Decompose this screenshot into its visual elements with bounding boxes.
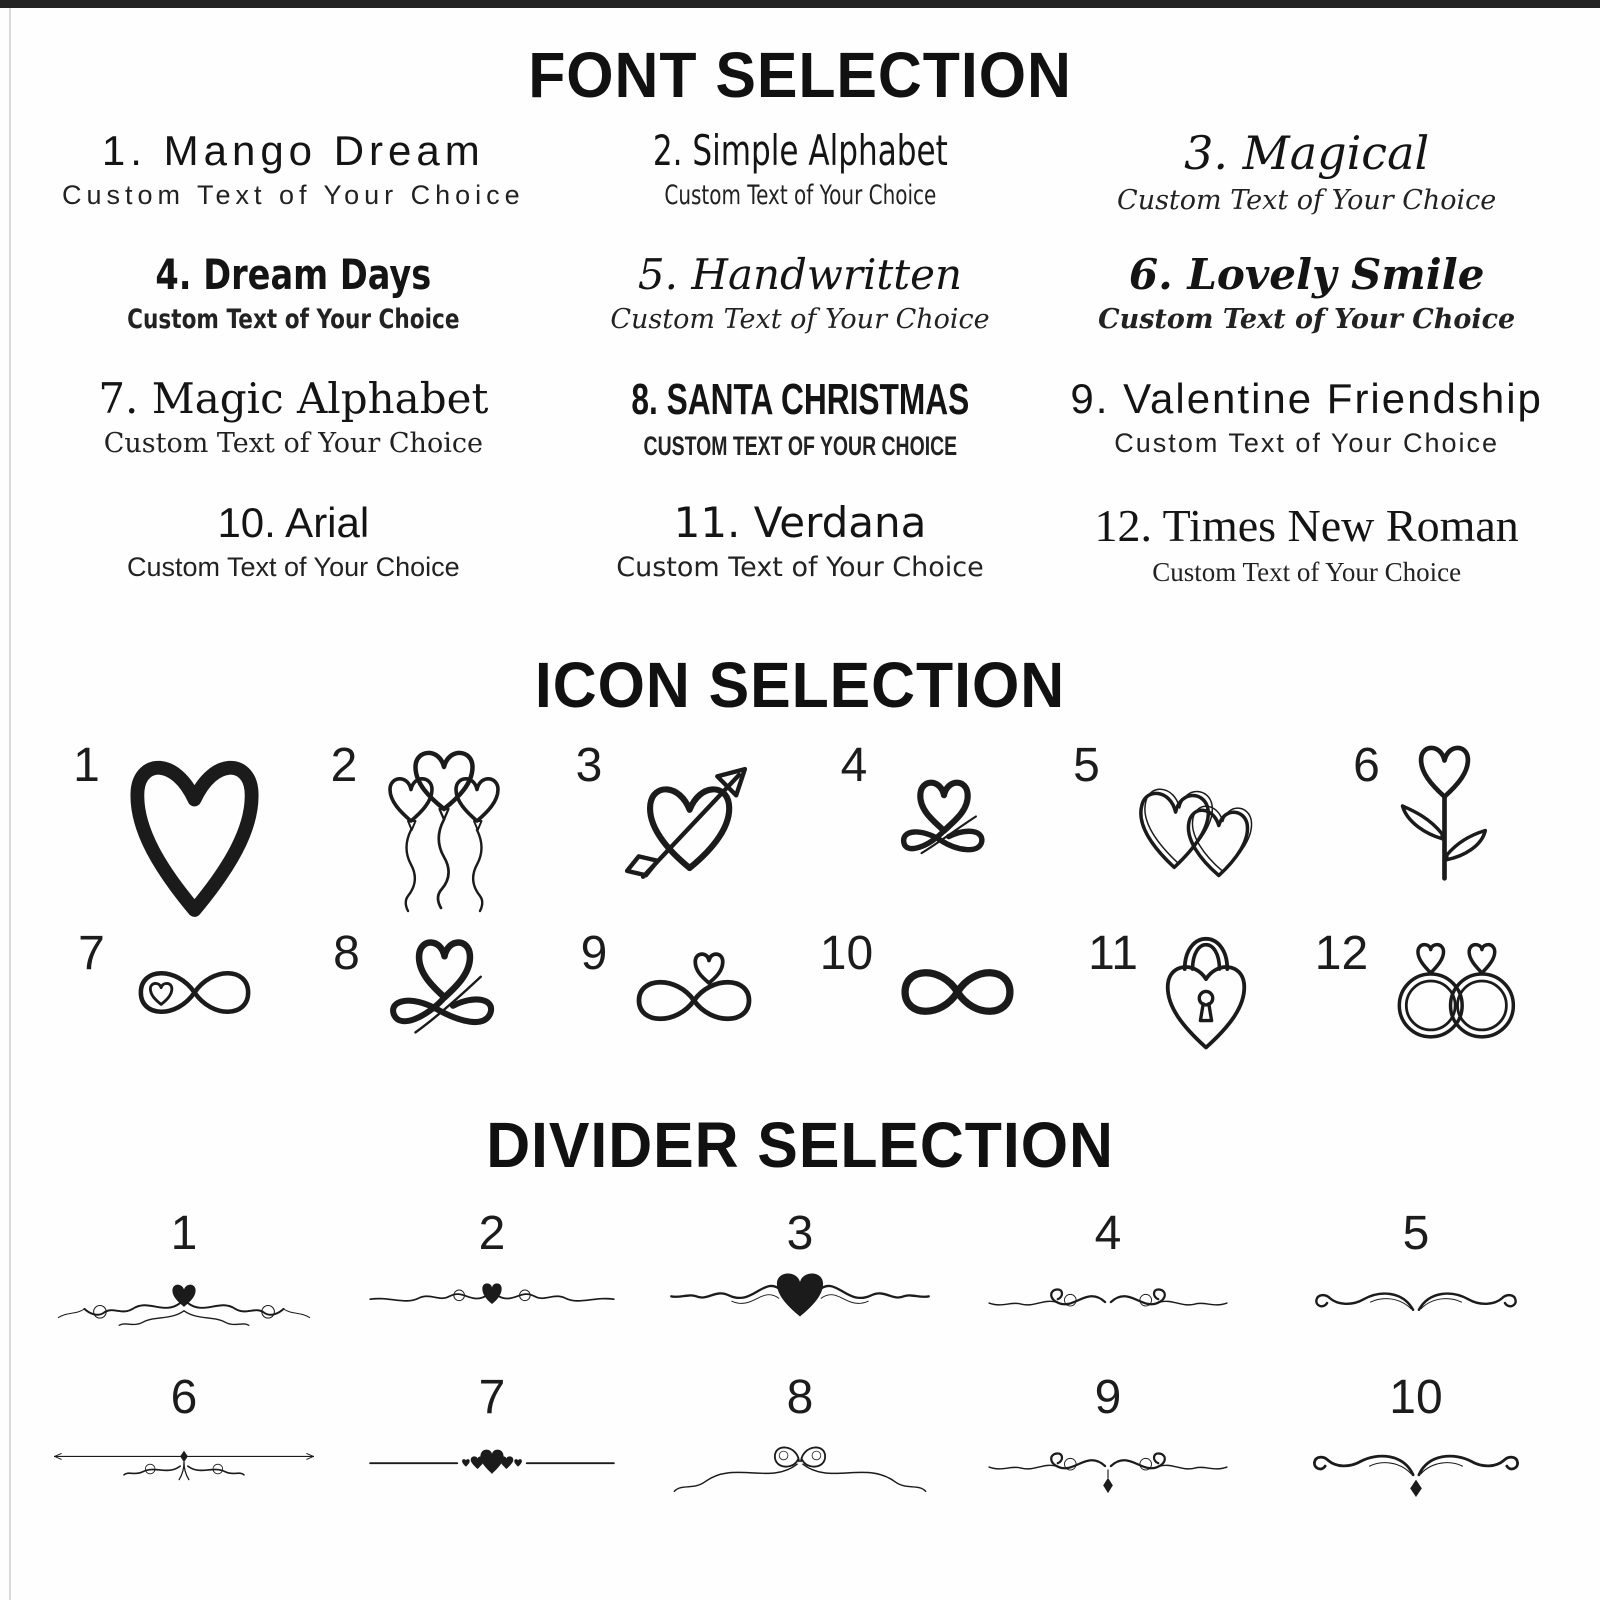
- icon-number: 11: [1088, 927, 1138, 980]
- double-sketch-hearts-icon: [1112, 754, 1277, 894]
- font-option: [547, 374, 1054, 498]
- divider-number: 6: [170, 1371, 198, 1424]
- divider-option: [30, 1208, 338, 1350]
- icon-number: 6: [1353, 739, 1380, 792]
- font-option: [40, 250, 547, 374]
- font-sample-text: Custom Text of Your Choice: [616, 552, 984, 584]
- icon-row-1: [50, 728, 1550, 943]
- icon-option: [300, 916, 550, 1081]
- font-option-label: 7. Magic Alphabet: [98, 374, 489, 423]
- icon-number: 1: [73, 739, 100, 792]
- divider-number: 4: [1094, 1207, 1122, 1260]
- font-option: [547, 126, 1054, 250]
- divider-number: 7: [478, 1371, 506, 1424]
- icon-number: 4: [840, 739, 868, 792]
- font-sample-text: Custom Text of Your Choice: [664, 180, 936, 212]
- infinity-icon: [885, 952, 1030, 1037]
- heart-infinity-flourish-icon: [372, 920, 517, 1070]
- bold-heart-icon: [112, 728, 277, 928]
- font-option-label: 12. Times New Roman: [1094, 500, 1519, 551]
- curl-bracket-divider: [655, 1429, 945, 1514]
- icon-number: 10: [819, 927, 874, 980]
- infinity-small-heart-icon: [117, 950, 272, 1040]
- divider-option: [1262, 1208, 1570, 1350]
- font-option-label: 1. Mango Dream: [101, 127, 485, 174]
- icon-number: 8: [333, 927, 360, 980]
- divider-option: [338, 1208, 646, 1350]
- font-option: [547, 498, 1054, 622]
- font-option-label: 6. Lovely Smile: [1128, 250, 1485, 299]
- font-sample-text: CUSTOM TEXT OF YOUR CHOICE: [643, 430, 957, 461]
- heart-padlock-icon: [1150, 916, 1262, 1063]
- icon-option: [800, 916, 1050, 1081]
- icon-number: 9: [580, 927, 608, 980]
- font-sample-text: Custom Text of Your Choice: [1114, 428, 1499, 459]
- icon-number: 7: [78, 927, 105, 980]
- font-sample-text: Custom Text of Your Choice: [126, 552, 460, 583]
- icon-number: 2: [330, 739, 358, 792]
- photo-top-edge: [0, 0, 1600, 8]
- font-option-label: 4. Dream Days: [155, 250, 432, 299]
- heart-infinity-bow-icon: [879, 754, 1009, 884]
- divider-option: [954, 1372, 1262, 1514]
- font-option: [40, 498, 547, 622]
- icon-option: [550, 728, 800, 943]
- icon-number: 12: [1314, 927, 1369, 980]
- divider-option: [1262, 1372, 1570, 1514]
- divider-number: 10: [1389, 1371, 1443, 1424]
- font-option-label: 8. SANTA CHRISTMAS: [631, 375, 969, 424]
- heart-balloons-icon: [369, 728, 519, 928]
- font-sample-text: Custom Text of Your Choice: [1117, 185, 1497, 217]
- divider-number: 9: [1094, 1371, 1122, 1424]
- divider-selection-title: DIVIDER SELECTION: [486, 1109, 1114, 1181]
- font-option: [547, 250, 1054, 374]
- infinity-heart-top-icon: [619, 938, 769, 1043]
- flourish-large-heart-divider: [654, 1265, 946, 1350]
- line-swirl-dot-divider: [39, 1429, 329, 1514]
- divider-row-1: [30, 1208, 1570, 1350]
- divider-number: 3: [786, 1207, 814, 1260]
- divider-option: [646, 1208, 954, 1350]
- font-sample-text: Custom Text of Your Choice: [1152, 557, 1462, 588]
- wedding-rings-icon: [1380, 924, 1535, 1057]
- icon-option: [800, 728, 1050, 943]
- divider-number: 2: [478, 1207, 506, 1260]
- divider-row-2: [30, 1372, 1570, 1514]
- icon-option: [1300, 728, 1550, 943]
- moustache-swirl-divider: [1271, 1265, 1561, 1350]
- font-option: [1053, 126, 1560, 250]
- divider-option: [338, 1372, 646, 1514]
- photo-left-edge: [9, 8, 11, 1600]
- font-option-label: 5. Handwritten: [637, 250, 963, 299]
- heart-flower-icon: [1392, 732, 1497, 892]
- font-option-label: 9. Valentine Friendship: [1070, 375, 1543, 422]
- icon-option: [300, 728, 550, 943]
- icon-option: [50, 728, 300, 943]
- divider-number: 1: [170, 1207, 198, 1260]
- font-option-label: 3. Magical: [1184, 126, 1430, 180]
- font-grid: [40, 126, 1560, 622]
- double-swirl-divider: [963, 1265, 1253, 1350]
- font-selection-title: FONT SELECTION: [528, 39, 1072, 111]
- font-option: [1053, 498, 1560, 622]
- icon-option: [1050, 916, 1300, 1081]
- font-sample-text: Custom Text of Your Choice: [61, 180, 525, 211]
- icon-selection-title: ICON SELECTION: [534, 649, 1066, 721]
- divider-number: 8: [786, 1371, 814, 1424]
- thin-flourish-heart-divider: [347, 1265, 637, 1350]
- icon-option: [1050, 728, 1300, 943]
- divider-option: [646, 1372, 954, 1514]
- icon-option: [50, 916, 300, 1081]
- icon-number: 5: [1073, 739, 1100, 792]
- icon-row-2: [50, 916, 1550, 1081]
- flourish-small-heart-divider: [39, 1265, 329, 1350]
- line-hearts-divider: [347, 1429, 637, 1514]
- swirl-diamond-divider: [963, 1429, 1253, 1514]
- font-option-label: 11. Verdana: [673, 498, 927, 547]
- icon-option: [550, 916, 800, 1081]
- font-option: [40, 126, 547, 250]
- font-option: [40, 374, 547, 498]
- font-option: [1053, 250, 1560, 374]
- moustache-diamond-divider: [1271, 1429, 1561, 1514]
- font-option-label: 10. Arial: [217, 499, 370, 546]
- divider-number: 5: [1402, 1207, 1430, 1260]
- font-sample-text: Custom Text of Your Choice: [1098, 304, 1516, 336]
- icon-number: 3: [575, 739, 603, 792]
- heart-arrow-icon: [614, 740, 774, 905]
- font-option-label: 2. Simple Alphabet: [652, 126, 948, 175]
- divider-option: [30, 1372, 338, 1514]
- font-sample-text: Custom Text of Your Choice: [127, 304, 460, 336]
- font-option: [1053, 374, 1560, 498]
- font-sample-text: Custom Text of Your Choice: [103, 428, 483, 460]
- font-sample-text: Custom Text of Your Choice: [610, 304, 990, 336]
- divider-option: [954, 1208, 1262, 1350]
- icon-option: [1300, 916, 1550, 1081]
